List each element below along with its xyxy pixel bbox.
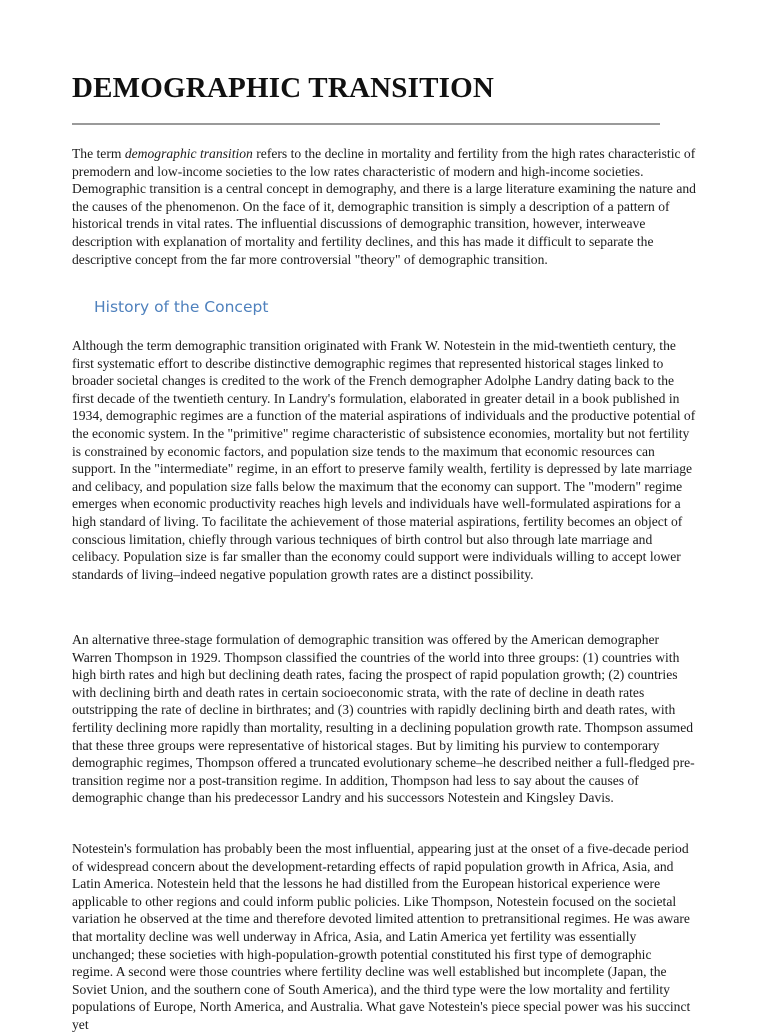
paragraph-landry: Although the term demographic transition originated with Frank W. Notestein in the mid-twentieth century, the first systematic effort to describe distinctive demographic regimes that represented historical stages linked to broader societal changes is credited to the work of the French demographer Adolphe Landry dating back to the first decade of the twentieth century. In Landry's formulation, elaborated in greater detail in a book published in 1934, demographic regimes are a function of the material aspirations of individuals and the productive potential of the economic system. In the "primitive" regime characteristic of subsistence economies, mortality but not fertility is constrained by economic factors, and population size tends to the maximum that economic resources can support. In the "intermediate" regime, in an effort to preserve family wealth, fertility is depressed by late marriage and celibacy, and population size falls below the maximum that the economy can support. The "modern" regime emerges when economic productivity reaches high levels and individuals have well-formulated aspirations for a high standard of living. To facilitate the achievement of those material aspirations, fertility becomes an object of conscious limitation, chiefly through various techniques of birth control but also through late marriage and celibacy. Population size is far smaller than the economy could support were individuals willing to accept lower standards of living–indeed negative population growth rates are a distinct possibility. — [72, 338, 696, 582]
section-heading: History of the Concept — [94, 298, 269, 316]
intro-text-rest: refers to the decline in mortality and fertility from the high rates characteristic of premodern and low-income societies to the low rates characteristic of modern and high-income societies. Demographic transition is a central concept in demography, and there is a large literature examining the nature and the causes of the phenomenon. On the face of it, demographic transition is simply a description of a pattern of historical trends in vital rates. The influential discussions of demographic transition, however, interweave description with explanation of mortality and fertility declines, and this has made it difficult to separate the descriptive concept from the far more controversial "theory" of demographic transition. — [72, 146, 696, 267]
paragraph-thompson: An alternative three-stage formulation of demographic transition was offered by the American demographer Warren Thompson in 1929. Thompson classified the countries of the world into three groups: (1) countries with high birth rates and high but declining death rates, facing the prospect of rapid population growth; (2) countries with declining birth and death rates in certain socioeconomic strata, with the rate of decline in death rates outstripping the rate of decline in birthrates; and (3) countries with rapidly declining birth and death rates, with fertility declining more rapidly than mortality, resulting in a declining population growth rate. Thompson assumed that these three groups were representative of historical stages. But by limiting his purview to contemporary demographic regimes, Thompson offered a truncated evolutionary scheme–he described neither a full-fledged pre-transition regime nor a post-transition regime. In addition, Thompson had less to say about the causes of demographic change than his predecessor Landry and his successors Notestein and Kingsley Davis. — [72, 632, 695, 806]
intro-paragraph — [72, 145, 696, 268]
intro-term: demographic transition — [124, 146, 253, 161]
intro-text-start: The term — [72, 146, 125, 161]
paragraph-notestein: Notestein's formulation has probably been the most influential, appearing just at the onset of a five-decade period of widespread concern about the development-retarding effects of rapid population growth in Africa, Asia, and Latin America. Notestein held that the lessons he had distilled from the European historical experience were applicable to other regions and could inform public policies. Like Thompson, Notestein focused on the societal variation he observed at the time and therefore devoted limited attention to pretransitional regimes. He was aware that mortality decline was well underway in Africa, Asia, and Latin America yet fertility was essentially unchanged; these societies with high-population-growth potential constituted his first type of demographic regime. A second were those countries where fertility decline was well established but incomplete (Japan, the Soviet Union, and the southern cone of South America), and the third type were the low mortality and fertility populations of Europe, North America, and Australia. What gave Notestein's piece special power was his succinct yet — [72, 841, 691, 1032]
document-title: DEMOGRAPHIC TRANSITION — [72, 72, 494, 104]
title-divider — [72, 123, 660, 125]
